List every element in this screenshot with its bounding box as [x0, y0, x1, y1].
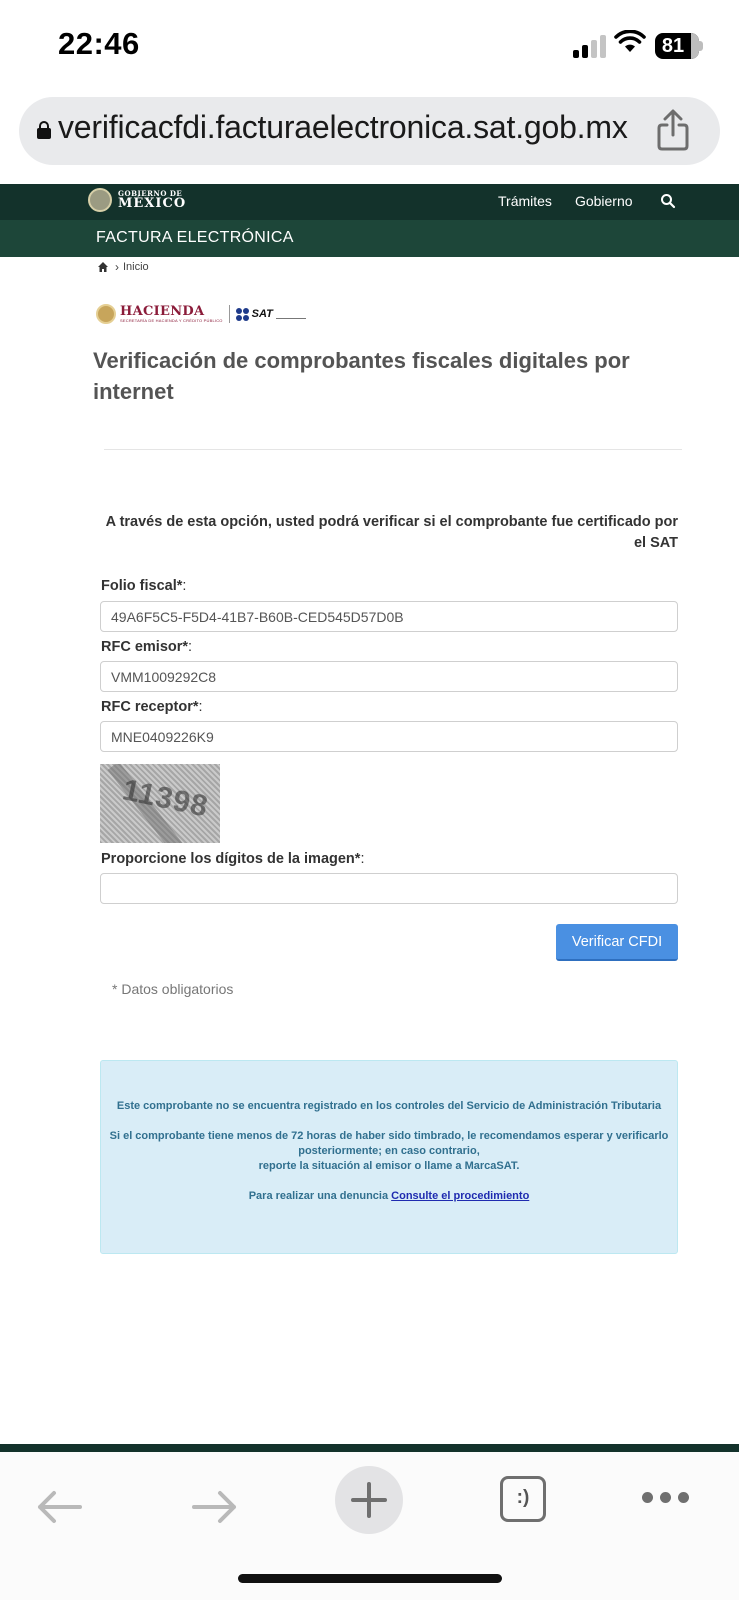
status-bar	[0, 0, 739, 92]
divider	[104, 449, 682, 450]
cellular-signal-icon	[573, 34, 607, 58]
alert-line-4: Para realizar una denuncia Consulte el procedimiento	[248, 1190, 530, 1202]
required-note: * Datos obligatorios	[112, 981, 234, 997]
rfc-receptor-label: RFC receptor*:	[101, 699, 203, 715]
forward-arrow-icon[interactable]	[190, 1490, 238, 1524]
folio-label: Folio fiscal*:	[101, 578, 187, 594]
nav-gobierno[interactable]: Gobierno	[574, 193, 633, 209]
hacienda-subtext: SECRETARÍA DE HACIENDA Y CRÉDITO PÚBLICO	[120, 317, 223, 323]
instruction-text: A través de esta opción, usted podrá verificar si el comprobante fue certificado por el SAT	[105, 514, 678, 551]
breadcrumb	[97, 260, 149, 274]
logo-divider	[229, 305, 230, 323]
home-indicator	[238, 1574, 502, 1583]
battery-level: 81	[661, 35, 685, 57]
logo-big-text: MÉXICO	[118, 196, 187, 211]
procedure-link[interactable]: Consulte el procedimiento	[391, 1190, 530, 1202]
rfc-emisor-input[interactable]	[100, 661, 678, 692]
sat-text: SAT	[251, 308, 273, 320]
page-title: Verificación de comprobantes fiscales digitales por internet	[93, 348, 630, 404]
hacienda-text: HACIENDA	[120, 303, 205, 319]
status-time: 22:46	[58, 26, 140, 61]
tabs-button[interactable]: :)	[500, 1476, 546, 1522]
captcha-digits: 11398	[119, 773, 212, 824]
plus-icon	[335, 1466, 403, 1534]
section-title[interactable]: FACTURA ELECTRÓNICA	[96, 229, 294, 246]
lock-icon	[37, 121, 51, 139]
rfc-emisor-label: RFC emisor*:	[101, 639, 193, 655]
hacienda-seal-icon	[96, 304, 116, 324]
chevron-right-icon: ›	[115, 260, 119, 274]
new-tab-button[interactable]	[335, 1466, 403, 1534]
gob-mexico-logo[interactable]	[88, 188, 186, 212]
folio-input[interactable]	[100, 601, 678, 632]
breadcrumb-current[interactable]: Inicio	[123, 261, 149, 273]
rfc-receptor-input[interactable]	[100, 721, 678, 752]
address-bar[interactable]	[19, 97, 720, 165]
alert-line-1: Este comprobante no se encuentra registrado en los controles del Servicio de Administración Tributaria	[116, 1100, 662, 1112]
search-icon[interactable]	[660, 193, 676, 209]
logo-small-text: GOBIERNO DE	[118, 189, 183, 198]
share-icon[interactable]	[656, 109, 690, 151]
captcha-image	[100, 764, 220, 843]
gob-header	[0, 184, 739, 220]
verify-cfdi-button[interactable]: Verificar CFDI	[556, 924, 678, 961]
result-alert	[100, 1060, 678, 1254]
page-footer-strip	[0, 1444, 739, 1452]
hacienda-sat-logo	[96, 302, 306, 326]
more-icon[interactable]	[642, 1492, 689, 1503]
nav-tramites[interactable]: Trámites	[498, 193, 552, 209]
eagle-seal-icon	[88, 188, 112, 212]
sat-underline	[276, 318, 306, 319]
url-text[interactable]: verificacfdi.facturaelectronica.sat.gob.mx	[58, 109, 628, 145]
battery-icon	[655, 33, 703, 59]
captcha-label: Proporcione los dígitos de la imagen*:	[101, 851, 365, 867]
alert-line-2: Si el comprobante tiene menos de 72 horas de haber sido timbrado, le recomendamos esperar y verificarlo posteriormente; en caso contrario,	[109, 1130, 669, 1157]
captcha-input[interactable]	[100, 873, 678, 904]
sat-logo-icon	[236, 308, 249, 321]
back-arrow-icon[interactable]	[36, 1490, 84, 1524]
gob-nav	[498, 193, 633, 209]
section-header	[0, 220, 739, 257]
alert-line-3: reporte la situación al emisor o llame a MarcaSAT.	[258, 1160, 520, 1172]
home-icon[interactable]	[97, 261, 109, 273]
wifi-icon	[614, 30, 646, 54]
